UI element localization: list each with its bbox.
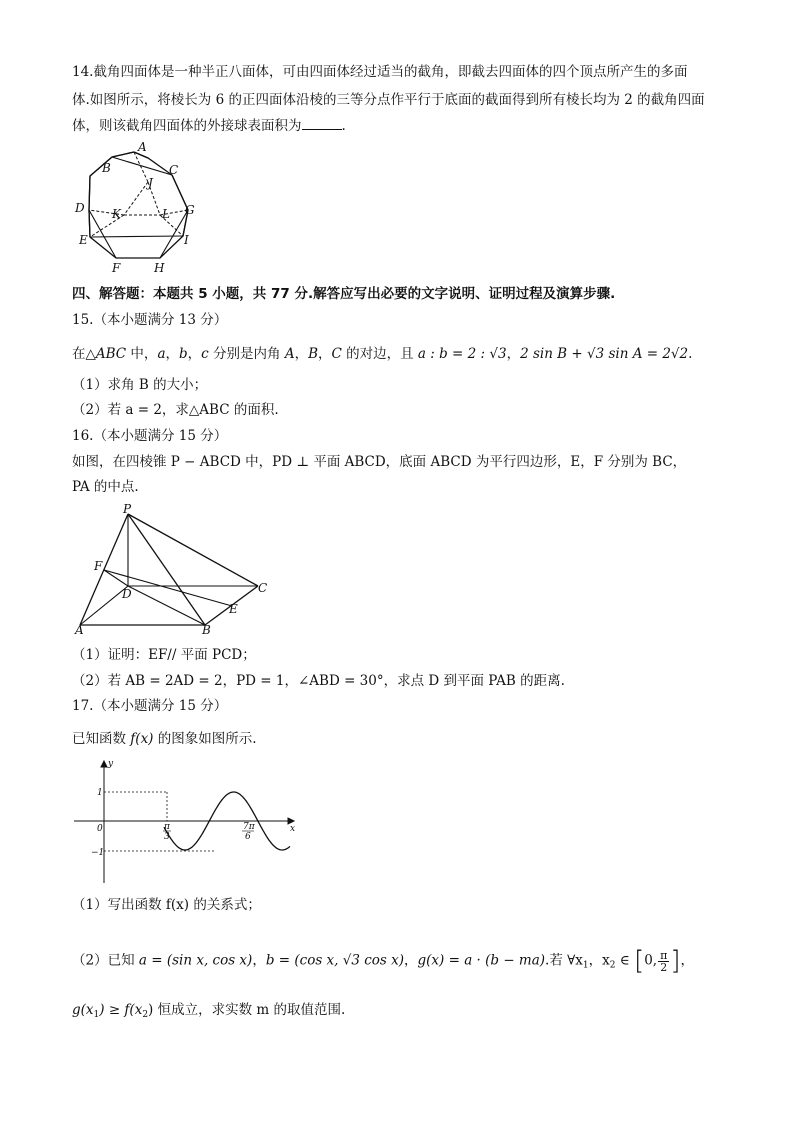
q17-part2-k: ∈ (615, 952, 635, 969)
q17-stem-d: 的图象如图所示. (153, 731, 257, 747)
q15-equation: 2 sin B + √3 sin A = 2√2 (520, 346, 689, 362)
graph-x-tick-7pi6-den: 6 (245, 832, 251, 842)
frac-den: 2 (660, 960, 668, 974)
q15-stem-d: a (157, 346, 166, 362)
q17-stem-f: f (130, 731, 136, 747)
q15-stem-a: 在△ (72, 346, 96, 362)
fig14-label-a: A (138, 140, 147, 154)
section-heading: 四、解答题：本题共 5 小题，共 77 分.解答应写出必要的文字说明、证明过程及演算步骤. (72, 286, 616, 302)
q16-header: 16.（本小题满分 15 分） (72, 428, 228, 444)
q15-stem-k: ， (294, 346, 309, 362)
q15-stem-g: ， (187, 346, 202, 362)
q17-part2-l: 0, (644, 952, 658, 969)
q15-ratio: a : b = 2 : √3 (417, 346, 507, 362)
fig14-label-j: J (148, 176, 153, 190)
interval-close-bracket: ] (670, 946, 681, 976)
fig14-label-d: D (75, 201, 85, 215)
q15-stem-i: 分别是内角 (208, 346, 285, 362)
q16-part-2: （2）若 AB = 2AD = 2，PD = 1，∠ABD = 30°，求点 D 到平面 PAB 的距离. (72, 673, 565, 689)
truncated-tetrahedron-figure (72, 140, 202, 275)
fig14-label-e: E (79, 233, 88, 247)
q14-line-3-text: 体，则该截角四面体的外接球表面积为 (72, 118, 302, 134)
q17-part3-e: ) 恒成立，求实数 m 的取值范围. (148, 1002, 346, 1018)
fig16-label-p: P (123, 502, 132, 516)
q15-part-2: （2）若 a = 2，求△ABC 的面积. (72, 402, 279, 418)
answer-blank (302, 117, 342, 130)
q15-stem-e: ， (165, 346, 179, 362)
q15-part-1: （1）求角 B 的大小； (72, 377, 208, 393)
q15-stem-s: . (688, 346, 693, 362)
q14-line-3 (72, 117, 346, 135)
q17-header: 17.（本小题满分 15 分） (72, 698, 228, 714)
fig14-label-i: I (184, 233, 189, 247)
q17-stem-x: (x) (135, 731, 154, 747)
graph-x-tick-7pi6-num: 7π (243, 822, 255, 832)
graph-y-axis-label: y (108, 759, 114, 769)
q15-stem-j: A (284, 346, 295, 362)
sine-graph (72, 757, 302, 887)
q15-stem-c: 中， (126, 346, 158, 362)
q17-part-2 (72, 948, 694, 975)
q17-part3-a: g(x (72, 1002, 94, 1018)
q17-part2-a: （2）已知 (72, 952, 139, 969)
fig16-label-f: F (94, 559, 103, 573)
q15-stem-q: ， (506, 346, 521, 362)
q15-header: 15.（本小题满分 13 分） (72, 312, 228, 328)
q16-stem-2: PA 的中点. (72, 479, 139, 495)
vector-a: a = (sin x, cos x) (138, 952, 253, 969)
graph-y-tick-1: 1 (97, 788, 103, 798)
graph-x-tick-pi3-den: 3 (164, 832, 170, 842)
fig14-label-k: K (112, 207, 121, 221)
q15-stem-m: ， (317, 346, 332, 362)
fig14-label-g: G (185, 203, 195, 217)
q14-line-3-end: . (341, 118, 346, 134)
q17-part3-sub2: 2 (142, 1010, 149, 1020)
fig16-label-c: C (258, 581, 268, 595)
interval-open-bracket: [ (634, 946, 645, 976)
q15-stem-l: B (308, 346, 318, 362)
q15-stem-o: 的对边，且 (341, 346, 418, 362)
frac-num: π (660, 948, 668, 962)
fig16-label-d: D (122, 587, 132, 601)
fig14-label-f: F (112, 261, 121, 275)
fig14-label-l: L (162, 207, 170, 221)
graph-origin-label: 0 (97, 824, 103, 834)
q15-stem-f: b (179, 346, 188, 362)
fig16-label-b: B (202, 623, 211, 637)
q17-part3-sub1: 1 (93, 1010, 100, 1020)
q17-part-1: （1）写出函数 f(x) 的关系式； (72, 897, 261, 913)
fig14-label-h: H (154, 261, 165, 275)
graph-x-axis-label: x (290, 824, 296, 834)
function-g: g(x) = a · (b − ma) (417, 952, 546, 969)
pi-over-2 (658, 950, 669, 973)
q17-part3-c: ) ≥ f(x (99, 1002, 143, 1018)
q17-part2-sub1: 1 (582, 960, 589, 971)
q17-part2-e: ， (404, 952, 418, 969)
graph-x-tick-pi3-num: π (164, 822, 170, 832)
q14-line-2: 体.如图所示，将棱长为 6 的正四面体沿棱的三等分点作平行于底面的截面得到所有棱长均为 2 的截角四面 (72, 92, 705, 108)
pyramid-figure (72, 502, 277, 637)
q17-part2-n: ， (680, 952, 694, 969)
q17-part2-sub2: 2 (609, 960, 616, 971)
q17-part2-c: ， (252, 952, 266, 969)
fig16-label-a: A (75, 623, 84, 637)
q17-part2-g: .若 ∀x (545, 952, 583, 969)
q15-stem-h: c (201, 346, 209, 362)
q17-stem-a: 已知函数 (72, 731, 131, 747)
q14-line-1: 14.截角四面体是一种半正八面体，可由四面体经过适当的截角，即截去四面体的四个顶点所产生的多面 (72, 64, 688, 80)
q16-stem-1: 如图，在四棱锥 P − ABCD 中，PD ⊥ 平面 ABCD，底面 ABCD 为平行四边形，E，F 分别为 BC， (72, 454, 687, 470)
q15-stem-b: ABC (95, 346, 127, 362)
fig14-label-b: B (102, 161, 111, 175)
q17-part2-i: ，x (588, 952, 610, 969)
q15-stem-n: C (331, 346, 342, 362)
graph-y-tick-neg1: −1 (91, 848, 105, 858)
q17-stem (72, 730, 257, 748)
fig14-label-c: C (169, 163, 179, 177)
q16-part-1: （1）证明：EF// 平面 PCD； (72, 647, 256, 663)
q17-part-3 (72, 1001, 345, 1024)
q15-stem (72, 345, 692, 363)
vector-b: b = (cos x, √3 cos x) (265, 952, 405, 969)
fig16-label-e: E (229, 602, 238, 616)
